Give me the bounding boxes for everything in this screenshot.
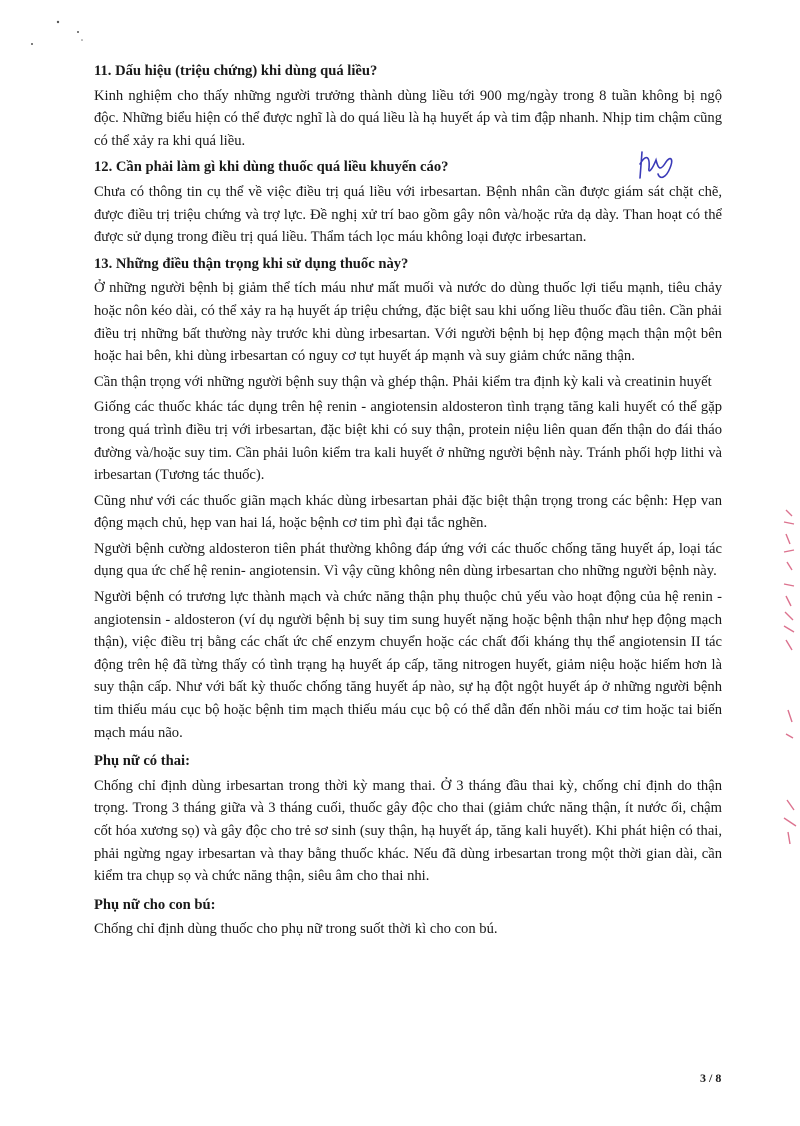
document-body	[94, 56, 722, 944]
section-overdose-symptoms	[94, 60, 722, 152]
paragraph: Người bệnh có trương lực thành mạch và chức năng thận phụ thuộc chủ yếu vào hoạt động của hệ renin - angiotensin - aldosteron (ví dụ người bệnh bị suy tim sung huyết nặng hoặc bệnh thận như hẹp động mạch thận), việc điều trị bằng các chất ức chế enzym chuyển hoặc các chất đối kháng thụ thể angiotensin II tác động trên hệ đã từng thấy có tình trạng hạ huyết áp cấp, tăng nitrogen huyết, giảm niệu hoặc hiếm hơn là suy thận cấp. Như với bất kỳ thuốc chống tăng huyết áp nào, sự hạ đột ngột huyết áp ở những người bệnh tim thiếu máu cục bộ hoặc bệnh tim mạch thiếu máu cục bộ có thể dẫn đến nhồi máu cơ tim hoặc tai biến mạch máu não.	[94, 589, 722, 741]
section-heading: 13. Những điều thận trọng khi sử dụng thuốc này?	[94, 255, 409, 272]
paragraph: Giống các thuốc khác tác dụng trên hệ renin - angiotensin aldosteron tình trạng tăng kali huyết có thể gặp trong quá trình điều trị với irbesartan, đặc biệt khi có suy thận, protein niệu liên quan đến thận do đái tháo đường và/hoặc suy tim. Cần phải luôn kiểm tra kali huyết ở những người bệnh này. Tránh phối hợp lithi và irbesartan (Tương tác thuốc).	[94, 399, 722, 484]
paragraph: Cũng như với các thuốc giãn mạch khác dùng irbesartan phải đặc biệt thận trọng trong các bệnh: Hẹp van động mạch chủ, hẹp van hai lá, hoặc bệnh cơ tim phì đại tắc nghẽn.	[94, 492, 722, 532]
subsection-pregnancy	[94, 750, 722, 888]
side-stamp-mark	[778, 500, 800, 860]
subsection-heading: Phụ nữ cho con bú:	[94, 896, 216, 913]
subsection-heading: Phụ nữ có thai:	[94, 753, 190, 770]
section-heading: 11. Dấu hiệu (triệu chứng) khi dùng quá liều?	[94, 63, 378, 79]
paragraph: Cần thận trọng với những người bệnh suy thận và ghép thận. Phải kiểm tra định kỳ kali và creatinin huyết	[94, 373, 712, 390]
section-precautions	[94, 253, 722, 744]
page-number: 3 / 8	[700, 1071, 722, 1085]
paragraph: Người bệnh cường aldosteron tiên phát thường không đáp ứng với các thuốc chống tăng huyết áp, loại tác dụng qua ức chế hệ renin- angiotensin. Vì vậy cũng không nên dùng irbesartan cho những người bệnh này.	[94, 540, 722, 580]
paragraph: Ở những người bệnh bị giảm thể tích máu như mất muối và nước do dùng thuốc lợi tiểu mạnh, tiêu chảy hoặc nôn kéo dài, có thể xảy ra hạ huyết áp triệu chứng, đặc biệt sau khi uống liều thuốc đầu tiên. Cần phải điều trị những bất thường này trước khi dùng irbesartan. Với người bệnh bị hẹp động mạch thận một bên hoặc hai bên, khi dùng irbesartan có nguy cơ tụt huyết áp mạnh và suy giảm chức năng thận.	[94, 280, 722, 365]
paragraph: Chống chỉ định dùng thuốc cho phụ nữ trong suốt thời kì cho con bú.	[94, 921, 498, 938]
paragraph: Chống chỉ định dùng irbesartan trong thời kỳ mang thai. Ở 3 tháng đầu thai kỳ, chống chỉ định do thận trọng. Trong 3 tháng giữa và 3 tháng cuối, thuốc gây độc cho thai (giảm chức năng thận, ít nước ối, chậm cốt hóa xương sọ) và gây độc cho trẻ sơ sinh (suy thận, hạ huyết áp, tăng kali huyết). Khi phát hiện có thai, phải ngừng ngay irbesartan và thay bằng thuốc khác. Nếu đã dùng irbesartan trong một thời gian dài, cần kiểm tra chụp sọ và chức năng thận, siêu âm cho thai nhi.	[94, 777, 722, 885]
paragraph: Chưa có thông tin cụ thể về việc điều trị quá liều với irbesartan. Bệnh nhân cần được giám sát chặt chẽ, được điều trị triệu chứng và trợ lực. Đề nghị xử trí bao gồm gây nôn và/hoặc rửa dạ dày. Than hoạt có thể được sử dụng trong điều trị quá liều. Thẩm tách lọc máu không loại được irbesartan.	[94, 183, 722, 246]
paragraph: Kinh nghiệm cho thấy những người trưởng thành dùng liều tới 900 mg/ngày trong 8 tuần không bị ngộ độc. Những biểu hiện có thể được nghĩ là do quá liều là hạ huyết áp và tim đập nhanh. Nhịp tim chậm cũng có thể xảy ra khi quá liều.	[94, 87, 722, 149]
subsection-breastfeeding	[94, 894, 722, 941]
section-heading: 12. Cần phải làm gì khi dùng thuốc quá liều khuyến cáo?	[94, 159, 449, 176]
section-overdose-treatment	[94, 156, 722, 248]
scan-specks	[0, 0, 120, 60]
